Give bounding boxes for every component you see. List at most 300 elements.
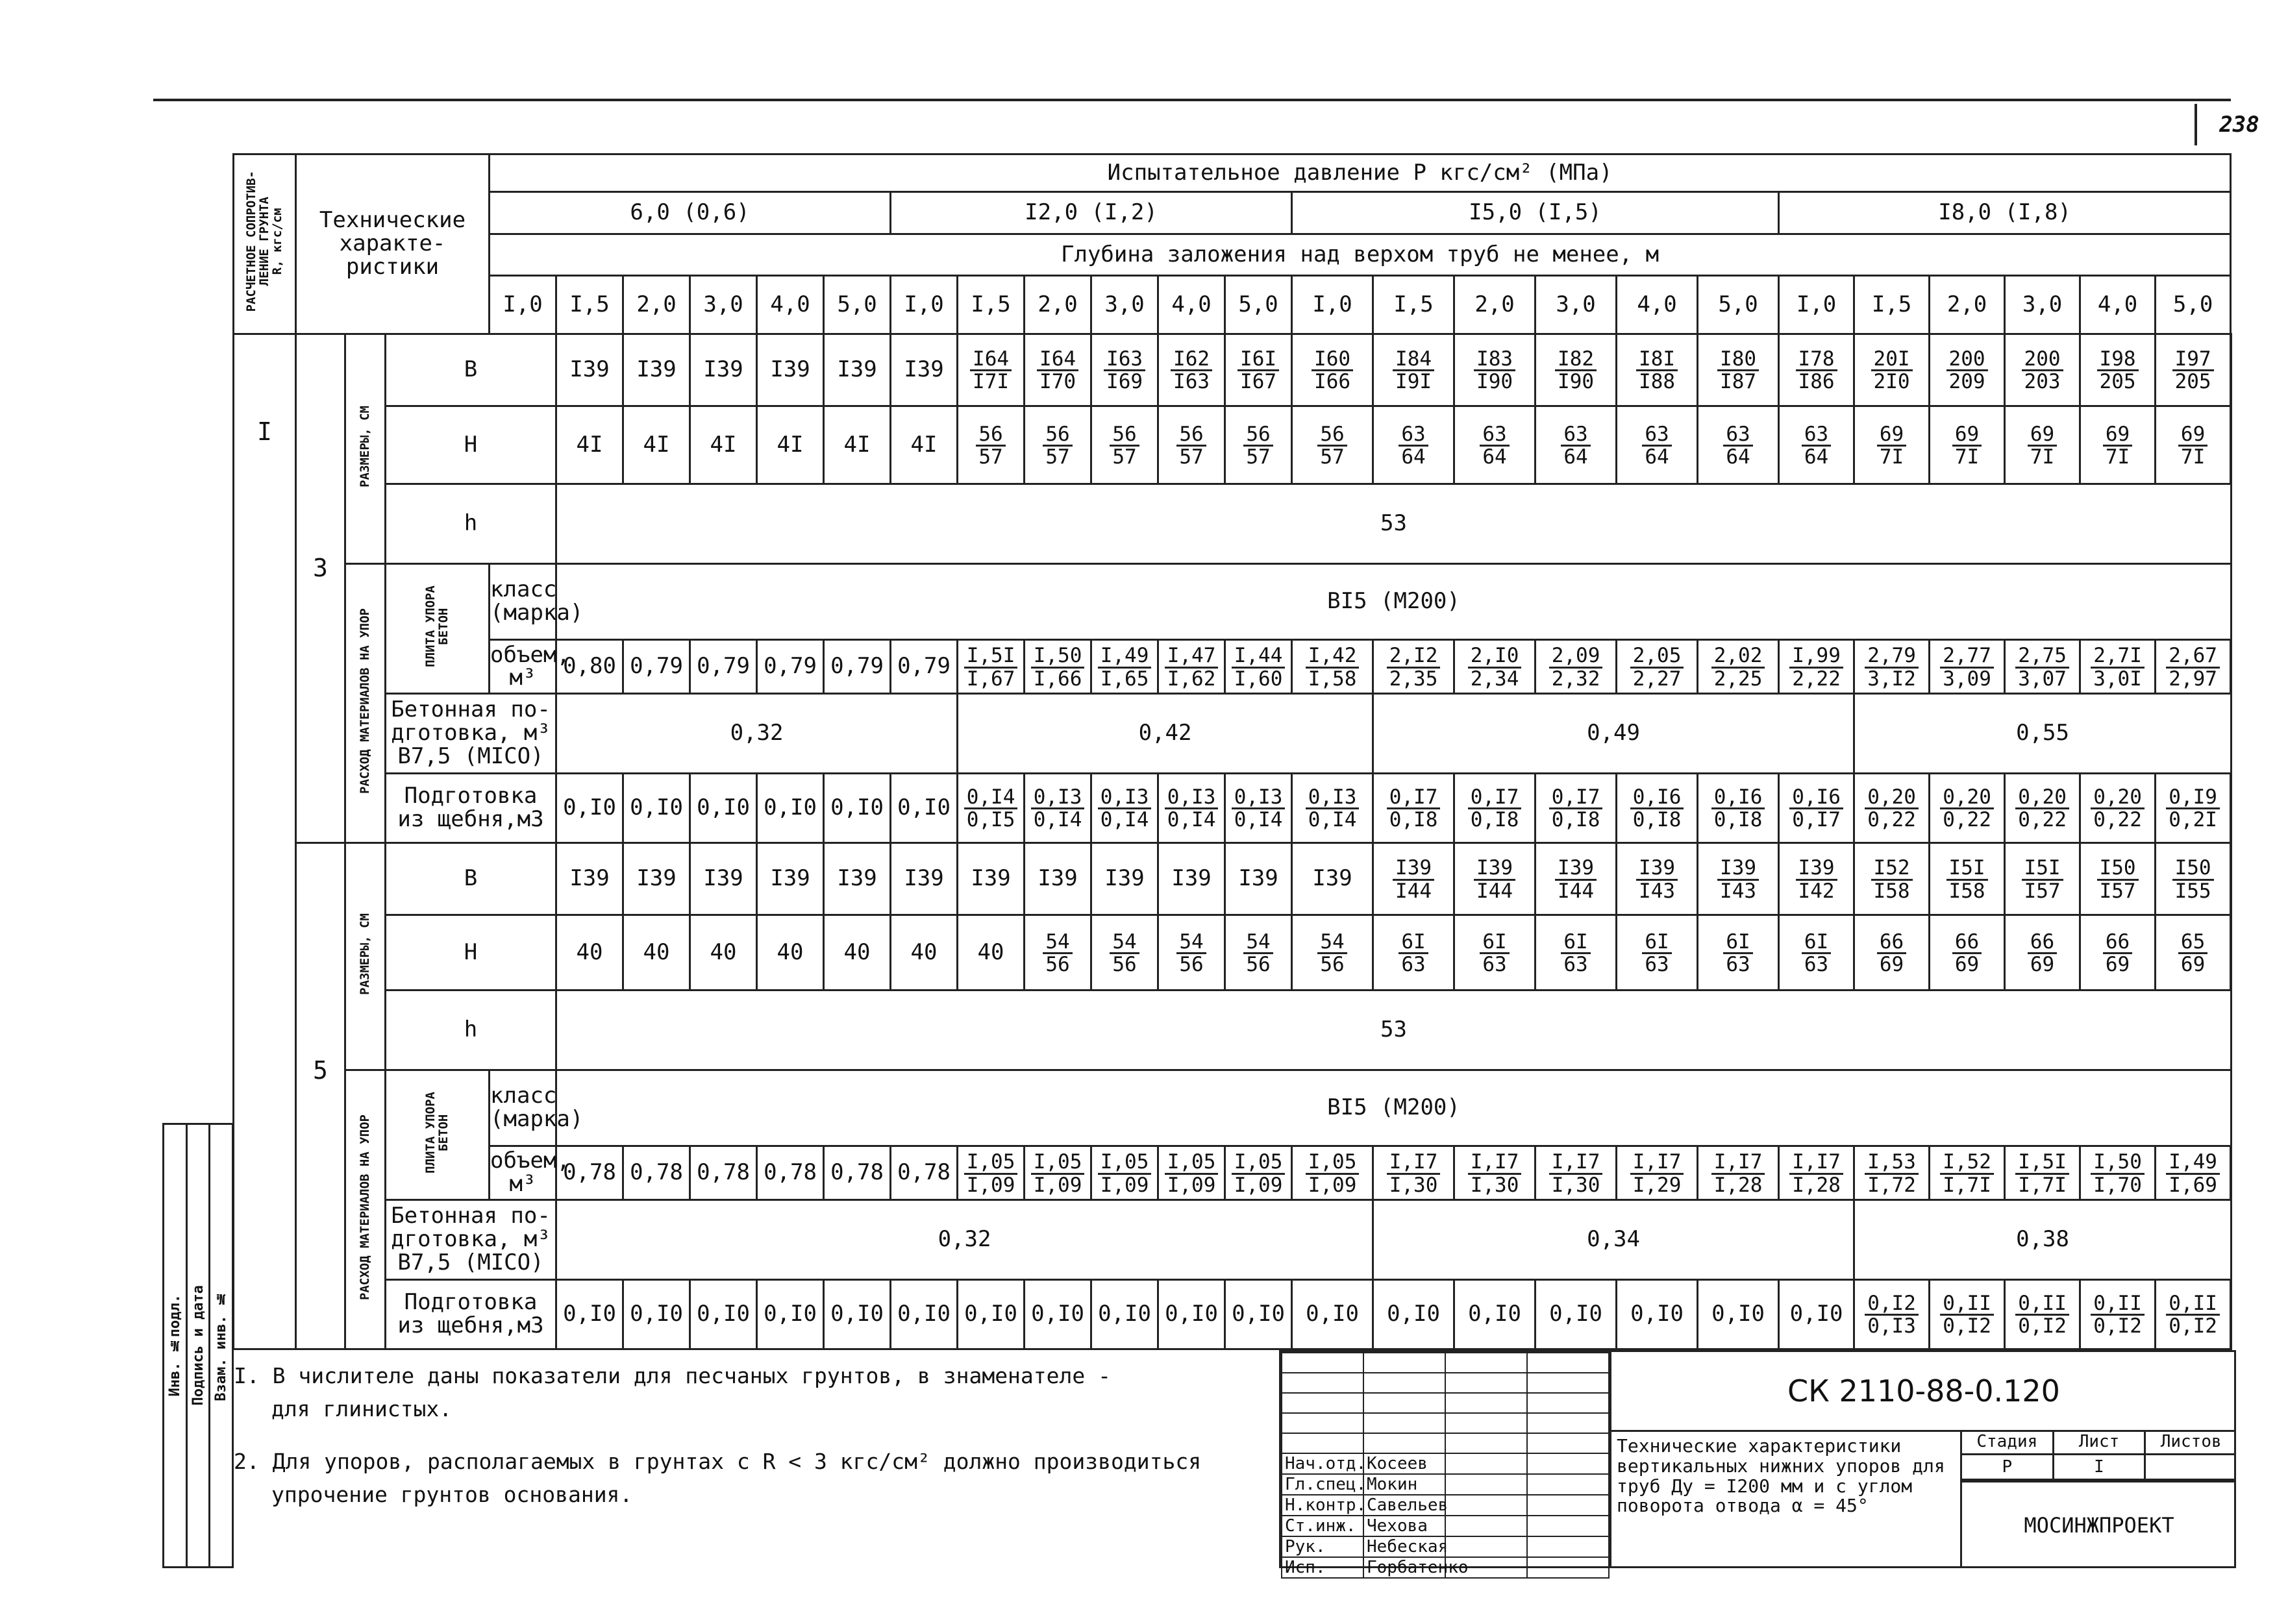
B-cell — [1536, 334, 1617, 406]
H-fraction — [1399, 931, 1428, 976]
volume-fraction — [1165, 645, 1219, 689]
denominator: I,60 — [1234, 667, 1283, 691]
denominator: 64 — [1563, 445, 1588, 469]
B-cell — [1025, 843, 1091, 915]
denominator: 69 — [2105, 953, 2130, 977]
B-cell — [1454, 334, 1536, 406]
denominator: I,67 — [966, 667, 1015, 691]
depth-12: I,0 — [1292, 276, 1373, 334]
volume-cell — [1617, 640, 1698, 694]
denominator: I,70 — [2093, 1173, 2142, 1197]
B-fraction — [2022, 857, 2063, 902]
H-value: 40 — [643, 939, 670, 966]
gravel-fraction — [1865, 1293, 1919, 1337]
gravel-fraction — [1549, 787, 1603, 831]
B-cell — [2005, 843, 2080, 915]
denominator: I,72 — [1867, 1173, 1916, 1197]
numerator: 6I — [1480, 931, 1509, 955]
document-description: Технические характеристики вертикальных нижних упоров для труб Ду = I200 мм и с углом поворота отвода α = 45° — [1610, 1430, 1960, 1566]
B-fraction — [1717, 857, 1759, 902]
B-cell — [1158, 843, 1225, 915]
volume-cell — [1854, 1146, 1930, 1200]
gravel-cell — [2156, 773, 2231, 843]
gravel-fraction — [1098, 787, 1152, 831]
volume-cell — [757, 1146, 824, 1200]
denominator: 209 — [1948, 370, 1985, 394]
B-fraction — [1555, 349, 1597, 393]
depth-9: 3,0 — [1091, 276, 1158, 334]
depth-14: 2,0 — [1454, 276, 1536, 334]
H-cell — [1698, 406, 1779, 484]
depth-5: 5,0 — [824, 276, 891, 334]
H-fraction — [1723, 424, 1752, 468]
denominator: I,09 — [1033, 1173, 1082, 1197]
B-cell — [1225, 843, 1292, 915]
numerator: 2,75 — [2015, 645, 2069, 669]
numerator: 54 — [1043, 931, 1072, 955]
numerator: I39 — [1636, 857, 1678, 881]
stamp-cell — [1445, 1536, 1527, 1557]
depth-3: 3,0 — [690, 276, 757, 334]
B-cell — [891, 843, 958, 915]
numerator: 66 — [1952, 931, 1982, 955]
denominator: I,28 — [1792, 1173, 1841, 1197]
side-stamp — [162, 1123, 234, 1568]
numerator: I5I — [2022, 857, 2063, 881]
denominator: 0,I2 — [2093, 1314, 2142, 1338]
stamp-cell: Савельев — [1363, 1495, 1445, 1516]
denominator: I,30 — [1470, 1173, 1519, 1197]
denominator: 56 — [1112, 953, 1137, 977]
denominator: I63 — [1173, 370, 1210, 394]
volume-value: 0,78 — [764, 1159, 817, 1186]
H-cell — [1025, 915, 1091, 990]
B-cell — [623, 334, 690, 406]
volume-cell — [2005, 640, 2080, 694]
numerator: 0,I6 — [1711, 787, 1765, 810]
gravel-value: 0,I0 — [563, 1301, 616, 1327]
pressure-group-2: I5,0 (I,5) — [1292, 191, 1779, 234]
gravel-cell — [2231, 1279, 2232, 1349]
B-label: B — [386, 334, 556, 406]
denominator: I,7I — [1943, 1173, 1991, 1197]
numerator: 0,II — [1940, 1293, 1994, 1316]
B-value: I39 — [1312, 865, 1352, 892]
B-cell — [1158, 334, 1225, 406]
volume-fraction — [1232, 1151, 1286, 1196]
gravel-fraction — [1865, 787, 1919, 831]
stamp-cell — [1527, 1474, 1609, 1495]
stamp-cell — [1363, 1433, 1445, 1453]
H-cell — [1091, 406, 1158, 484]
B-value: I39 — [569, 356, 610, 382]
B-cell — [2156, 843, 2231, 915]
volume-value: 0,79 — [764, 653, 817, 680]
denominator: I,65 — [1100, 667, 1149, 691]
B-fraction — [1946, 857, 1988, 902]
volume-cell — [1373, 1146, 1454, 1200]
depth-4: 4,0 — [757, 276, 824, 334]
gravel-value: 0,I0 — [630, 1301, 683, 1327]
numerator: 54 — [1243, 931, 1273, 955]
H-cell — [1779, 406, 1854, 484]
numerator: 63 — [1802, 424, 1831, 447]
B-fraction — [1796, 349, 1837, 393]
numerator: I,49 — [2166, 1151, 2220, 1175]
pressure-header: Испытательное давление Р кгс/см² (МПа) — [490, 154, 2231, 192]
volume-fraction — [1549, 645, 1603, 689]
B-value: I39 — [636, 865, 677, 892]
B-fraction — [1393, 349, 1434, 393]
H-fraction — [1243, 424, 1273, 468]
numerator: 0,II — [2166, 1293, 2220, 1316]
stamp-cell — [1527, 1557, 1609, 1578]
H-cell — [2005, 406, 2080, 484]
numerator: 2,02 — [1711, 645, 1765, 669]
numerator: 69 — [2103, 424, 2132, 447]
volume-cell — [1025, 640, 1091, 694]
H-cell — [1292, 406, 1373, 484]
B-cell — [623, 843, 690, 915]
stamp-cell — [1445, 1495, 1527, 1516]
volume-fraction — [2015, 645, 2069, 689]
numerator: 0,II — [2091, 1293, 2145, 1316]
B-label: B — [386, 843, 556, 915]
denominator: 69 — [1954, 953, 1980, 977]
gravel-cell — [623, 773, 690, 843]
gravel-cell — [1454, 773, 1536, 843]
denominator: 57 — [978, 445, 1003, 469]
B-cell — [1617, 843, 1698, 915]
B-cell — [1025, 334, 1091, 406]
numerator: I98 — [2097, 349, 2139, 372]
stamp-cell: Косеев — [1363, 1453, 1445, 1474]
numerator: 2,05 — [1630, 645, 1684, 669]
H-cell — [757, 406, 824, 484]
volume-fraction — [1789, 645, 1843, 689]
denominator: I,30 — [1551, 1173, 1600, 1197]
numerator: 63 — [1561, 424, 1590, 447]
depth-7: I,5 — [958, 276, 1025, 334]
numerator: 200 — [1946, 349, 1988, 372]
denominator: 56 — [1246, 953, 1271, 977]
gravel-fraction — [2015, 787, 2069, 831]
denominator: I58 — [1873, 879, 1910, 903]
materials-label-text: РАСХОД МАТЕРИАЛОВ НА УПОР — [357, 608, 372, 794]
H-cell — [1158, 406, 1225, 484]
volume-value: 0,78 — [830, 1159, 884, 1186]
denominator: 0,I8 — [1470, 808, 1519, 832]
stamp-cell: Н.контр. — [1282, 1495, 1363, 1516]
H-cell — [1158, 915, 1225, 990]
depth-20: 2,0 — [1930, 276, 2005, 334]
gravel-cell — [623, 1279, 690, 1349]
gravel-fraction — [1165, 787, 1219, 831]
prep-concrete-value: 0,38 — [1854, 1200, 2232, 1280]
numerator: 69 — [2028, 424, 2057, 447]
B-cell — [1779, 843, 1854, 915]
tech-header: Технические характе-ристики — [296, 154, 490, 334]
stamp-cell — [1282, 1433, 1363, 1453]
class-value: BI5 (M200) — [556, 564, 2232, 640]
numerator: 200 — [2022, 349, 2063, 372]
H-cell — [2156, 406, 2231, 484]
gravel-value: 0,I0 — [1549, 1301, 1602, 1327]
H-cell — [1536, 406, 1617, 484]
prep-concrete-label: Бетонная по-дготовка, м³ В7,5 (МIСО) — [386, 1200, 556, 1280]
stamp-cell — [1527, 1353, 1609, 1373]
note-1: I. В числителе даны показатели для песчаных грунтов, в знаменателе - — [234, 1363, 1112, 1388]
denominator: 69 — [2180, 953, 2206, 977]
denominator: 56 — [1179, 953, 1204, 977]
numerator: 0,I6 — [1630, 787, 1684, 810]
soil-number: 5 — [296, 843, 345, 1349]
volume-fraction — [1031, 1151, 1085, 1196]
denominator: I42 — [1798, 879, 1835, 903]
gravel-cell — [1454, 1279, 1536, 1349]
B-cell — [958, 334, 1025, 406]
gravel-cell — [1854, 773, 1930, 843]
gravel-cell — [1292, 1279, 1373, 1349]
numerator: 0,20 — [1940, 787, 1994, 810]
gravel-fraction — [2015, 1293, 2069, 1337]
volume-fraction — [2015, 1151, 2069, 1196]
numerator: 2,79 — [1865, 645, 1919, 669]
B-cell — [1779, 334, 1854, 406]
numerator: I,I7 — [1789, 1151, 1843, 1175]
denominator: I43 — [1720, 879, 1757, 903]
denominator: I7I — [973, 370, 1010, 394]
gravel-value: 0,I0 — [563, 794, 616, 821]
numerator: I39 — [1474, 857, 1515, 881]
volume-value: 0,79 — [630, 653, 683, 680]
B-value: I39 — [770, 865, 810, 892]
stamp-cell: Исп. — [1282, 1557, 1363, 1578]
gravel-fraction — [1940, 787, 1994, 831]
denominator: 0,I5 — [966, 808, 1015, 832]
denominator: 0,I4 — [1033, 808, 1082, 832]
H-fraction — [1043, 424, 1072, 468]
H-fraction — [1561, 931, 1590, 976]
volume-fraction — [1630, 645, 1684, 689]
gravel-cell — [1698, 1279, 1779, 1349]
denominator: 57 — [1320, 445, 1345, 469]
denominator: 0,22 — [1867, 808, 1916, 832]
denominator: 0,2I — [2169, 808, 2217, 832]
denominator: 57 — [1246, 445, 1271, 469]
volume-fraction — [1098, 645, 1152, 689]
B-fraction — [1796, 857, 1837, 902]
gravel-cell — [1091, 1279, 1158, 1349]
B-cell — [690, 334, 757, 406]
resistance-value: I — [234, 334, 296, 1349]
gravel-cell — [1779, 1279, 1854, 1349]
denominator: 2,27 — [1632, 667, 1682, 691]
denominator: 7I — [2030, 445, 2055, 469]
stamp-cell — [1527, 1453, 1609, 1474]
stamp-cell — [1527, 1536, 1609, 1557]
numerator: 56 — [1110, 424, 1139, 447]
B-fraction — [1474, 349, 1515, 393]
gravel-cell — [891, 1279, 958, 1349]
H-value: 4I — [910, 431, 938, 458]
volume-cell — [1536, 640, 1617, 694]
numerator: 56 — [1176, 424, 1206, 447]
numerator: I62 — [1171, 349, 1212, 372]
gravel-cell — [1158, 1279, 1225, 1349]
denominator: I58 — [1948, 879, 1985, 903]
gravel-value: 0,I0 — [964, 1301, 1017, 1327]
gravel-value: 0,I0 — [1306, 1301, 1359, 1327]
H-fraction — [976, 424, 1005, 468]
numerator: I,05 — [1165, 1151, 1219, 1175]
volume-cell — [958, 640, 1025, 694]
numerator: 2,67 — [2166, 645, 2220, 669]
depth-23: 5,0 — [2156, 276, 2231, 334]
materials-label-text: РАСХОД МАТЕРИАЛОВ НА УПОР — [357, 1114, 372, 1300]
denominator: 63 — [1482, 953, 1507, 977]
sheets-value — [2146, 1455, 2236, 1479]
denominator: 63 — [1563, 953, 1588, 977]
H-cell — [2005, 915, 2080, 990]
numerator: 54 — [1317, 931, 1347, 955]
volume-fraction — [1549, 1151, 1603, 1196]
H-fraction — [1480, 931, 1509, 976]
H-value: 4I — [777, 431, 804, 458]
gravel-cell — [1373, 1279, 1454, 1349]
depth-22: 4,0 — [2080, 276, 2156, 334]
volume-cell — [1698, 640, 1779, 694]
volume-cell — [1158, 640, 1225, 694]
numerator: I,I7 — [1549, 1151, 1603, 1175]
numerator: 0,20 — [2015, 787, 2069, 810]
pressure-group-1: I2,0 (I,2) — [891, 191, 1292, 234]
numerator: I63 — [1104, 349, 1145, 372]
denominator: 0,I4 — [1308, 808, 1357, 832]
numerator: 56 — [1317, 424, 1347, 447]
denominator: 56 — [1045, 953, 1070, 977]
denominator: I,09 — [1100, 1173, 1149, 1197]
stamp-cell: Чехова — [1363, 1516, 1445, 1536]
gravel-cell — [2005, 773, 2080, 843]
stage-header: Стадия — [1962, 1430, 2054, 1453]
denominator: 0,I2 — [1943, 1314, 1991, 1338]
numerator: 0,I6 — [1789, 787, 1843, 810]
H-fraction — [1317, 424, 1347, 468]
prep-concrete-label: Бетонная по-дготовка, м³ В7,5 (МIСО) — [386, 694, 556, 774]
gravel-fraction — [2091, 787, 2145, 831]
stamp-cell — [1445, 1516, 1527, 1536]
stamp-cell — [1445, 1393, 1527, 1413]
gravel-cell — [1025, 773, 1091, 843]
denominator: 3,09 — [1943, 667, 1991, 691]
numerator: I60 — [1312, 349, 1353, 372]
numerator: 0,I7 — [1387, 787, 1441, 810]
denominator: 0,I8 — [1389, 808, 1438, 832]
B-cell — [1698, 334, 1779, 406]
B-cell — [2080, 843, 2156, 915]
denominator: I,28 — [1713, 1173, 1763, 1197]
H-cell — [1854, 406, 1930, 484]
stamp-cell — [1445, 1353, 1527, 1373]
B-cell — [757, 843, 824, 915]
numerator: 0,I3 — [1306, 787, 1360, 810]
numerator: 6I — [1642, 931, 1671, 955]
denominator: I9I — [1395, 370, 1432, 394]
depth-19: I,5 — [1854, 276, 1930, 334]
organization: МОСИНЖПРОЕКТ — [1962, 1481, 2236, 1568]
H-cell — [757, 915, 824, 990]
volume-cell — [690, 640, 757, 694]
volume-fraction — [1387, 1151, 1441, 1196]
H-cell — [1292, 915, 1373, 990]
gravel-value: 0,I0 — [630, 794, 683, 821]
volume-fraction — [1098, 1151, 1152, 1196]
gravel-value: 0,I0 — [764, 794, 817, 821]
numerator: I97 — [2172, 349, 2214, 372]
stamp-cell — [1363, 1353, 1445, 1373]
volume-cell — [2231, 640, 2232, 694]
numerator: 0,I9 — [2166, 787, 2220, 810]
B-cell — [824, 843, 891, 915]
B-cell — [757, 334, 824, 406]
side-stamp-inv: Инв. №подл. — [166, 1294, 183, 1397]
B-fraction — [1104, 349, 1145, 393]
H-fraction — [1243, 931, 1273, 976]
gravel-cell — [1091, 773, 1158, 843]
gravel-cell — [1536, 773, 1617, 843]
H-fraction — [1176, 424, 1206, 468]
h-value: 53 — [556, 484, 2232, 564]
stamp-cell — [1282, 1353, 1363, 1373]
denominator: 64 — [1645, 445, 1669, 469]
denominator: 69 — [2030, 953, 2055, 977]
dimensions-label-text: РАЗМЕРЫ, СМ — [357, 913, 372, 995]
B-value: I39 — [770, 356, 810, 382]
volume-cell — [757, 640, 824, 694]
H-fraction — [2103, 931, 2132, 976]
gravel-cell — [1930, 773, 2005, 843]
materials-label — [345, 1070, 386, 1349]
volume-fraction — [964, 1151, 1018, 1196]
H-value: 40 — [777, 939, 804, 966]
denominator: 0,I3 — [1867, 1314, 1916, 1338]
denominator: 64 — [1726, 445, 1750, 469]
H-fraction — [1802, 931, 1831, 976]
denominator: 0,I8 — [1713, 808, 1763, 832]
numerator: 0,I3 — [1031, 787, 1085, 810]
B-value: I39 — [1038, 865, 1078, 892]
numerator: 6I — [1399, 931, 1428, 955]
slab-label-text: ПЛИТА УПОРА БЕТОН — [423, 585, 451, 667]
volume-cell — [1373, 640, 1454, 694]
stage-block — [1960, 1430, 2236, 1566]
soil-number: 3 — [296, 334, 345, 843]
gravel-value: 0,I0 — [1630, 1301, 1684, 1327]
volume-cell — [1158, 1146, 1225, 1200]
dimensions-label — [345, 334, 386, 564]
H-cell — [958, 915, 1025, 990]
denominator: 0,I2 — [2018, 1314, 2067, 1338]
numerator: 6I — [1802, 931, 1831, 955]
gravel-cell — [1779, 773, 1854, 843]
numerator: 54 — [1176, 931, 1206, 955]
denominator: I,69 — [2169, 1173, 2217, 1197]
numerator: I,47 — [1165, 645, 1219, 669]
H-fraction — [1642, 424, 1671, 468]
denominator: I,58 — [1308, 667, 1357, 691]
H-fraction — [2178, 931, 2207, 976]
